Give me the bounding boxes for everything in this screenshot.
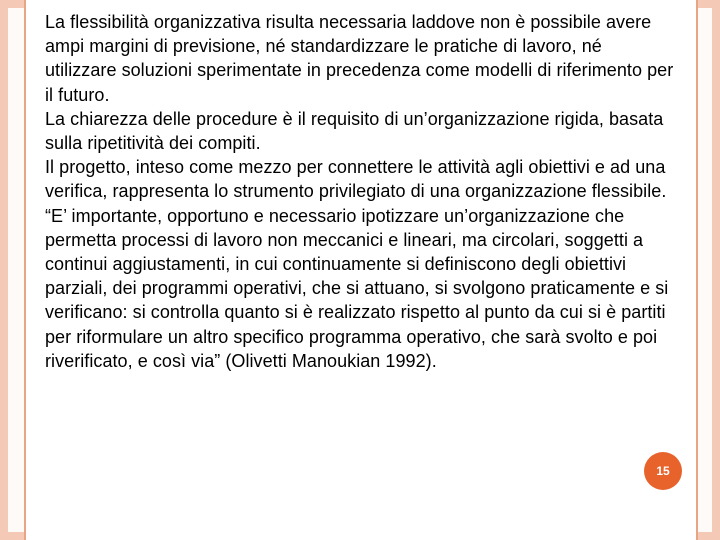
page-number-badge <box>640 448 686 494</box>
right-border <box>712 0 720 540</box>
page-number: 15 <box>644 452 682 490</box>
paragraph-flessibilita: La flessibilità organizzativa risulta necessaria laddove non è possibile avere ampi margini di previsione, né standardizzare le pratiche di lavoro, né utilizzare soluzioni sperimentate in precedenza come modelli di riferimento per il futuro. <box>45 12 674 105</box>
left-border <box>0 0 8 540</box>
paragraph-chiarezza: La chiarezza delle procedure è il requisito di un’organizzazione rigida, basata sulla ripetitività dei compiti. <box>45 108 664 154</box>
panel-left-rule <box>24 0 26 540</box>
panel-right-rule <box>696 0 698 540</box>
paragraph-citazione: “E’ importante, opportuno e necessario ipotizzare un’organizzazione che permetta processi di lavoro non meccanici e lineari, ma circolari, soggetti a continui aggiustamenti, in cui continuamente si definiscono degli obiettivi parziali, dei programmi operativi, che si attuano, si svolgono praticamente e si verificano: si controlla quanto si è realizzato rispetto al punto da cui si è partiti per riformulare un altro specifico programma operativo, che sarà svolto e poi riverificato, e così via” (Olivetti Manoukian 1992). <box>45 205 669 371</box>
paragraph-progetto: Il progetto, inteso come mezzo per connettere le attività agli obiettivi e ad una verifica, rappresenta lo strumento privilegiato di una organizzazione flessibile. <box>45 157 667 202</box>
slide-body-text <box>45 10 675 373</box>
